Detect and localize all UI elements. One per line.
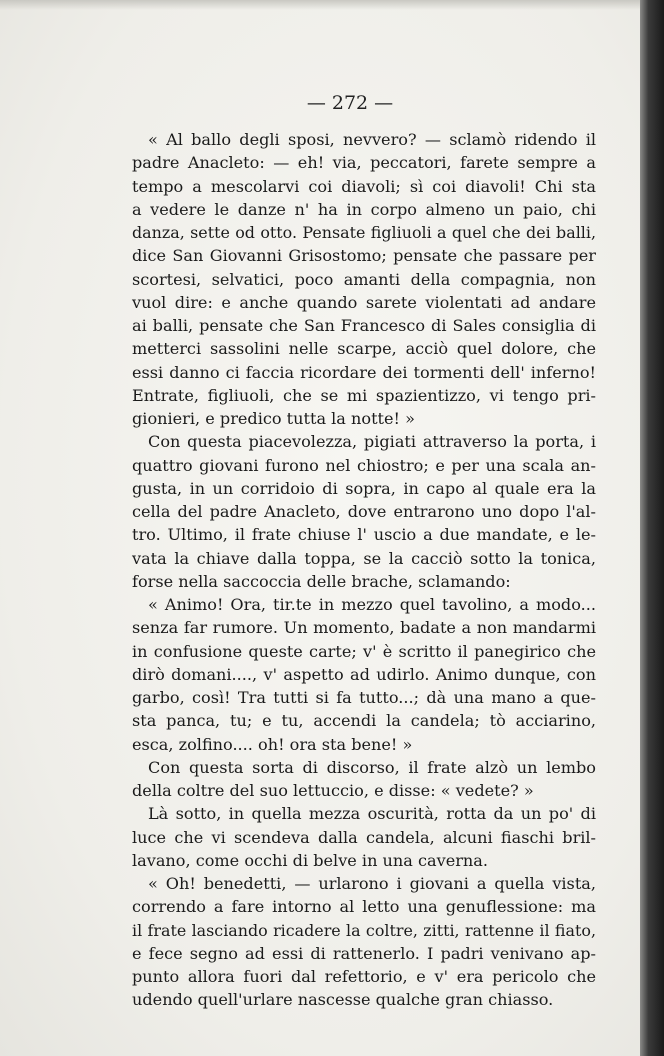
text-line: lavano, come occhi di belve in una caverna. [132,850,488,870]
text-line: e fece segno ad essi di rattenerlo. I padri venivano ap- [132,943,596,963]
text-line: cella del padre Anacleto, dove entrarono uno dopo l'al- [132,502,596,521]
text-line: Entrate, figliuoli, che se mi spazientizzo, vi tengo pri- [132,385,596,405]
text-line: gionieri, e predico tutta la notte! » [132,409,415,428]
text-line: Con questa sorta di discorso, il frate alzò un lembo [148,757,596,777]
text-line: scortesi, selvatici, poco amanti della compagnia, non [132,269,596,289]
text-line: Là sotto, in quella mezza oscurità, rotta da un po' di [148,804,596,824]
text-line: sta panca, tu; e tu, accendi la candela; tò acciarino, [132,711,596,731]
text-line: senza far rumore. Un momento, badate a non mandarmi [132,618,596,638]
text-line: ai balli, pensate che San Francesco di Sales consiglia di [132,316,596,335]
page-number: — 272 — [306,92,394,114]
text-line: esca, zolfino.... oh! ora sta bene! » [132,734,413,754]
text-line: dirò domani...., v' aspetto ad udirlo. Animo dunque, con [132,664,596,684]
text-line: garbo, così! Tra tutti si fa tutto...; dà una mano a que- [132,688,596,707]
text-line: quattro giovani furono nel chiostro; e per una scala an- [132,455,596,475]
text-line: tro. Ultimo, il frate chiuse l' uscio a due mandate, e le- [132,525,596,545]
text-line: padre Anacleto: — eh! via, peccatori, farete sempre a [132,153,596,173]
text-line: vata la chiave dalla toppa, se la cacciò sotto la tonica, [132,548,596,568]
page-top-shadow [0,0,640,10]
body-text [132,128,596,1012]
text-line: della coltre del suo lettuccio, e disse: « vedete? » [132,781,534,800]
text-line: luce che vi scendeva dalla candela, alcuni fiaschi bril- [132,827,596,847]
text-line: forse nella saccoccia delle brache, sclamando: [132,571,511,591]
text-line: gusta, in un corridoio di sopra, in capo al quale era la [132,478,596,498]
text-line: « Animo! Ora, tir.te in mezzo quel tavolino, a modo... [148,595,596,614]
text-line: danza, sette od otto. Pensate figliuoli a quel che dei balli, [132,223,596,242]
book-binding-edge [640,0,664,1056]
text-line: punto allora fuori dal refettorio, e v' era pericolo che [132,967,596,986]
text-line: « Al ballo degli sposi, nevvero? — sclamò ridendo il [148,130,596,149]
text-line: tempo a mescolarvi coi diavoli; sì coi diavoli! Chi sta [132,176,596,196]
text-line: « Oh! benedetti, — urlarono i giovani a quella vista, [148,874,596,893]
text-line: Con questa piacevolezza, pigiati attraverso la porta, i [148,432,596,452]
text-line: a vedere le danze n' ha in corpo almeno un paio, chi [132,199,596,219]
text-line: il frate lasciando ricadere la coltre, zitti, rattenne il fiato, [132,920,596,940]
text-line: dice San Giovanni Grisostomo; pensate che passare per [132,246,596,266]
text-line: vuol dire: e anche quando sarete violentati ad andare [132,292,596,312]
text-line: essi danno ci faccia ricordare dei tormenti dell' inferno! [132,362,596,382]
text-line: correndo a fare intorno al letto una genuflessione: ma [132,897,596,917]
text-line: metterci sassolini nelle scarpe, acciò quel dolore, che [132,339,596,359]
text-line: udendo quell'urlare nascesse qualche gran chiasso. [132,990,554,1010]
text-line: in confusione queste carte; v' è scritto il panegirico che [132,641,596,661]
